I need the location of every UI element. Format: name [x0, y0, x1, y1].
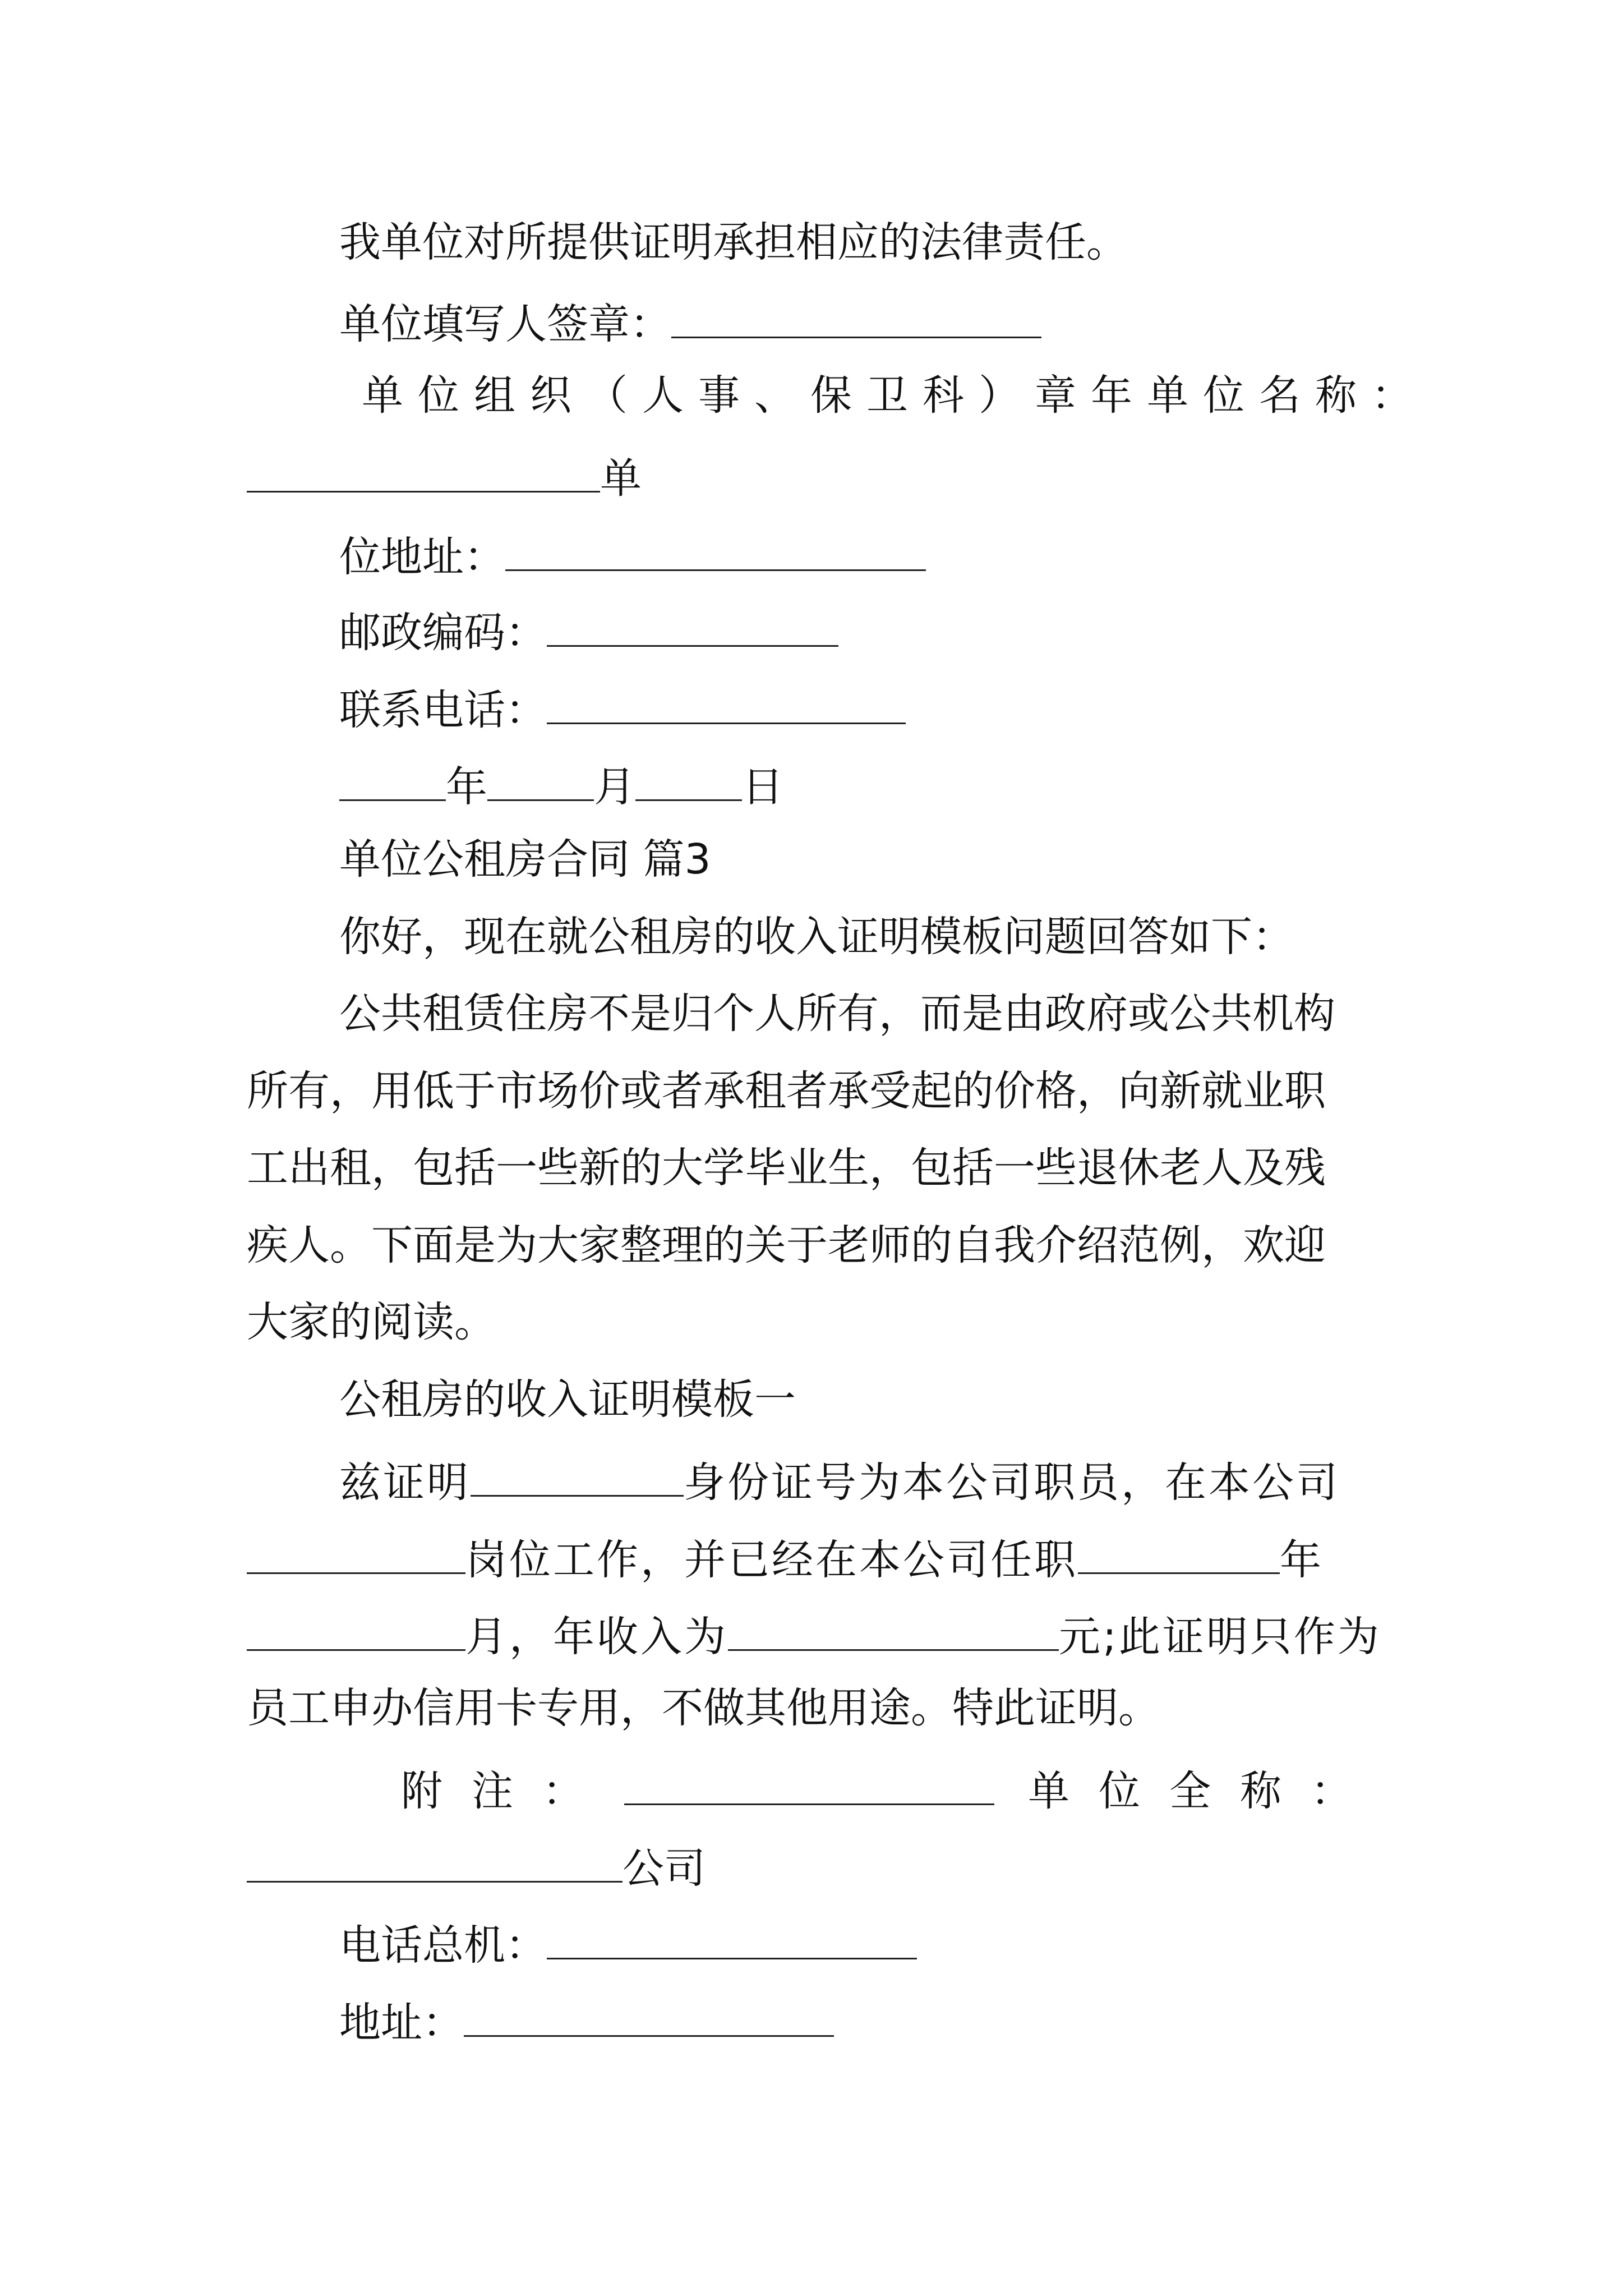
note-label: 附注： — [401, 1767, 613, 1815]
certify-text: 岗位工作，并已经在本公司任职 — [465, 1536, 1078, 1584]
day-blank — [635, 760, 742, 801]
month-count-blank — [247, 1610, 465, 1651]
company-line — [247, 1842, 706, 1893]
switchboard-line — [339, 1918, 917, 1970]
certify-text: 元;此证明只作为 — [1059, 1613, 1381, 1661]
paragraph-line: 公共租赁住房不是归个人所有，而是由政府或公共机构 — [339, 990, 1335, 1038]
template-heading: 公租房的收入证明模板一 — [339, 1375, 796, 1424]
unit-text: 单 — [600, 454, 642, 503]
note-line — [401, 1764, 1381, 1815]
day-label: 日 — [742, 763, 783, 811]
address-blank — [505, 530, 926, 571]
date-line — [339, 760, 783, 811]
year-blank — [339, 760, 446, 801]
paragraph-line: 工出租，包括一些新的大学毕业生，包括一些退休老人及残 — [247, 1144, 1326, 1192]
phone-label: 联系电话： — [339, 686, 547, 734]
position-blank — [247, 1533, 465, 1574]
paragraph-line: 大家的阅读。 — [247, 1298, 496, 1346]
income-blank — [728, 1610, 1059, 1651]
org-seal-line: 单位组织（人事、保卫科）章年单位名称： — [362, 371, 1427, 420]
postcode-blank — [547, 606, 838, 647]
section-heading: 单位公租房合同 篇3 — [339, 835, 711, 884]
month-label: 月 — [594, 763, 635, 811]
address-label: 位地址： — [339, 533, 505, 581]
unit-name-blank — [247, 452, 600, 493]
switchboard-blank — [547, 1918, 917, 1959]
company-name-label: 单位全称： — [1028, 1767, 1381, 1815]
certify-text: 身份证号为本公司职员，在本公司 — [684, 1458, 1340, 1507]
address2-blank — [464, 1996, 834, 2037]
note-blank — [624, 1764, 994, 1805]
signer-label: 单位填写人签章： — [339, 300, 671, 348]
year-label: 年 — [446, 763, 487, 811]
signer-blank — [671, 297, 1041, 338]
postcode-line — [339, 606, 838, 657]
certify-text: 月，年收入为 — [465, 1613, 728, 1661]
answer-intro: 你好，现在就公租房的收入证明模板问题回答如下： — [339, 913, 1294, 961]
postcode-label: 邮政编码： — [339, 609, 547, 657]
tenure-blank — [1078, 1533, 1280, 1574]
company-text: 公司 — [623, 1844, 706, 1893]
certify-text: 兹证明 — [339, 1458, 471, 1507]
phone-line — [339, 683, 906, 734]
liability-statement: 我单位对所提供证明承担相应的法律责任。 — [339, 218, 1128, 266]
certify-text: 年 — [1280, 1536, 1324, 1584]
address2-line — [339, 1996, 834, 2047]
paragraph-line: 疾人。下面是为大家整理的关于老师的自我介绍范例，欢迎 — [247, 1221, 1326, 1269]
address2-label: 地址： — [339, 1999, 464, 2047]
certificate-line — [247, 1610, 1381, 1661]
company-blank — [247, 1842, 623, 1883]
paragraph-line: 所有，用低于市场价或者承租者承受起的价格，向新就业职 — [247, 1067, 1326, 1115]
switchboard-label: 电话总机： — [339, 1921, 547, 1970]
phone-blank — [547, 683, 906, 724]
unit-name-line — [247, 452, 642, 503]
month-blank — [487, 760, 594, 801]
certificate-line: 员工申办信用卡专用，不做其他用途。特此证明。 — [247, 1684, 1160, 1732]
certificate-line — [339, 1456, 1340, 1507]
certificate-line — [247, 1533, 1324, 1584]
address-line — [339, 530, 926, 581]
name-blank — [471, 1456, 684, 1497]
signer-line — [339, 297, 1041, 348]
